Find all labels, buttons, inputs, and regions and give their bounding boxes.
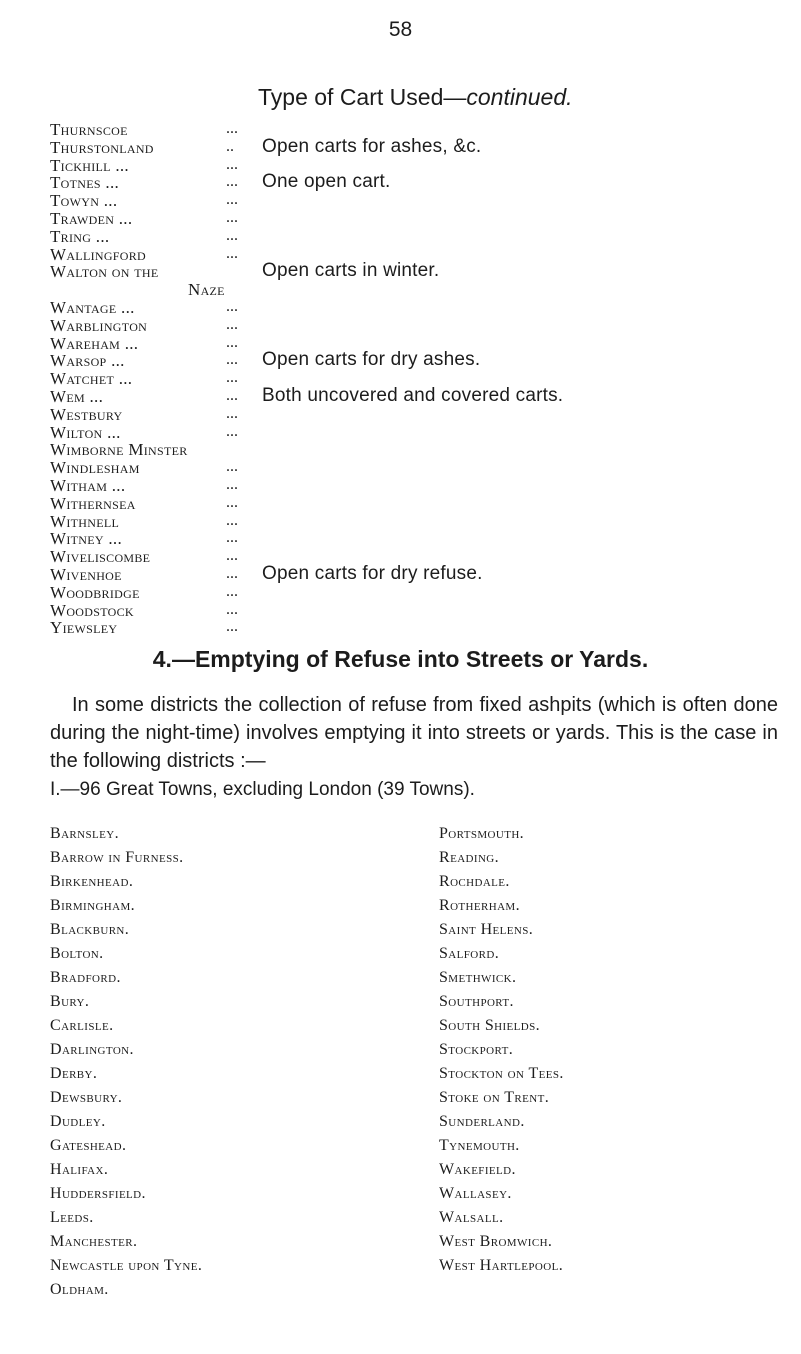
district-name: Thurstonland <box>50 137 154 157</box>
leader-dots: ... <box>226 155 238 173</box>
cart-type-note: Open carts in winter. <box>262 260 440 282</box>
leader-dots: ... <box>226 315 238 333</box>
district-name: Wiveliscombe <box>50 547 151 567</box>
towns-column-right <box>439 822 564 1278</box>
town-item: Stockton on Tees. <box>439 1065 564 1082</box>
section-paragraph: In some districts the collection of refuse from fixed ashpits (which is often done during the night-time) involves emptying it into streets or yards. This is the case in the following districts :— <box>50 694 778 772</box>
town-item: West Hartlepool. <box>439 1257 564 1274</box>
leader-dots: ... <box>226 173 238 191</box>
section-heading: 4.—Emptying of Refuse into Streets or Yards. <box>152 646 649 672</box>
district-name: Witham ... <box>50 476 126 495</box>
leader-dots: ... <box>226 582 238 600</box>
town-item: Portsmouth. <box>439 825 525 842</box>
district-name: Windlesham <box>50 458 140 478</box>
district-name: Totnes ... <box>50 173 120 193</box>
town-item: Bolton. <box>50 945 104 962</box>
leader-dots: ... <box>226 244 238 262</box>
table-title <box>258 84 573 111</box>
town-item: Halifax. <box>50 1161 109 1178</box>
town-item: Darlington. <box>50 1041 134 1058</box>
town-item: Reading. <box>439 849 500 866</box>
leader-dots: ... <box>226 476 238 493</box>
town-item: Huddersfield. <box>50 1185 146 1202</box>
leader-dots: ... <box>226 422 238 440</box>
district-name: Towyn ... <box>50 191 118 211</box>
town-item: Stoke on Trent. <box>439 1089 550 1106</box>
cart-type-note: Open carts for ashes, &c. <box>262 135 482 157</box>
leader-dots: ... <box>226 191 238 209</box>
district-name: Tickhill ... <box>50 155 129 175</box>
town-item: Stockport. <box>439 1041 514 1058</box>
leader-dots: ... <box>226 226 238 244</box>
leader-dots: ... <box>226 547 238 565</box>
town-item: Barnsley. <box>50 825 119 842</box>
district-name: Thurnscoe <box>50 120 128 139</box>
district-name: Wivenhoe <box>50 565 122 584</box>
cart-type-note: Open carts for dry refuse. <box>262 563 483 584</box>
district-name: Watchet ... <box>50 369 133 389</box>
district-name: Withernsea <box>50 493 136 513</box>
district-name: Naze <box>188 280 225 300</box>
leader-dots: ... <box>226 529 238 547</box>
district-name: Wimborne Minster <box>50 440 188 460</box>
district-name: Wantage ... <box>50 298 135 317</box>
leader-dots: ... <box>226 618 238 636</box>
town-item: South Shields. <box>439 1017 541 1034</box>
leader-dots: ... <box>226 493 238 511</box>
district-name: Tring ... <box>50 226 110 246</box>
town-item: Wakefield. <box>439 1161 516 1178</box>
leader-dots: ... <box>226 511 238 529</box>
town-item: Smethwick. <box>439 969 517 986</box>
cart-type-note: One open cart. <box>262 171 391 193</box>
town-item: Bury. <box>50 993 90 1010</box>
town-item: Carlisle. <box>50 1017 114 1034</box>
district-name: Wallingford <box>50 244 147 264</box>
town-item: Rotherham. <box>439 897 521 914</box>
town-item: Salford. <box>439 945 500 962</box>
leader-dots: ... <box>226 120 238 137</box>
town-item: Birmingham. <box>50 897 136 914</box>
town-item: Birkenhead. <box>50 873 134 890</box>
town-item: Blackburn. <box>50 921 130 938</box>
town-item: Saint Helens. <box>439 921 534 938</box>
leader-dots: ... <box>226 600 238 618</box>
district-name: Walton on the <box>50 262 159 282</box>
district-name: Westbury <box>50 404 123 424</box>
leader-dots: ... <box>226 298 238 315</box>
leader-dots: ... <box>226 333 238 351</box>
leader-dots: ... <box>226 387 238 404</box>
town-item: Barrow in Furness. <box>50 849 184 866</box>
town-item: Tynemouth. <box>439 1137 520 1154</box>
town-item: Leeds. <box>50 1209 94 1226</box>
district-name: Trawden ... <box>50 209 133 228</box>
leader-dots: ... <box>226 209 238 226</box>
district-name: Wilton ... <box>50 422 121 442</box>
cart-type-note: Open carts for dry ashes. <box>262 349 481 371</box>
leader-dots: ... <box>226 369 238 387</box>
table-title-suffix: continued. <box>466 84 573 110</box>
district-name: Yiewsley <box>50 618 118 638</box>
list-heading: I.—96 Great Towns, excluding London (39 Towns). <box>50 779 475 800</box>
town-item: Sunderland. <box>439 1113 525 1130</box>
district-name: Wareham ... <box>50 333 139 353</box>
district-name: Warsop ... <box>50 351 125 371</box>
district-name: Warblington <box>50 315 148 335</box>
town-item: Manchester. <box>50 1233 138 1250</box>
leader-dots: .. <box>226 137 234 155</box>
district-name: Witney ... <box>50 529 123 549</box>
town-item: Dudley. <box>50 1113 106 1130</box>
town-item: Dewsbury. <box>50 1089 123 1106</box>
town-item: Newcastle upon Tyne. <box>50 1257 203 1274</box>
town-item: Rochdale. <box>439 873 510 890</box>
town-item: Southport. <box>439 993 514 1010</box>
town-item: Bradford. <box>50 969 121 986</box>
page-number: 58 <box>388 18 413 41</box>
town-item: Wallasey. <box>439 1185 512 1202</box>
town-item: Gateshead. <box>50 1137 127 1154</box>
district-name: Woodstock <box>50 600 134 620</box>
town-item: Derby. <box>50 1065 98 1082</box>
district-name: Wem ... <box>50 387 104 406</box>
cart-type-note: Both uncovered and covered carts. <box>262 385 564 406</box>
towns-column-left <box>50 822 202 1302</box>
town-item: Oldham. <box>50 1281 109 1298</box>
leader-dots: ... <box>226 351 238 369</box>
leader-dots: ... <box>226 565 238 582</box>
leader-dots: ... <box>226 458 238 476</box>
district-name: Woodbridge <box>50 582 140 602</box>
leader-dots: ... <box>226 404 238 422</box>
table-title-main: Type of Cart Used— <box>258 84 467 110</box>
town-item: Walsall. <box>439 1209 504 1226</box>
town-item: West Bromwich. <box>439 1233 553 1250</box>
district-name: Withnell <box>50 511 120 531</box>
